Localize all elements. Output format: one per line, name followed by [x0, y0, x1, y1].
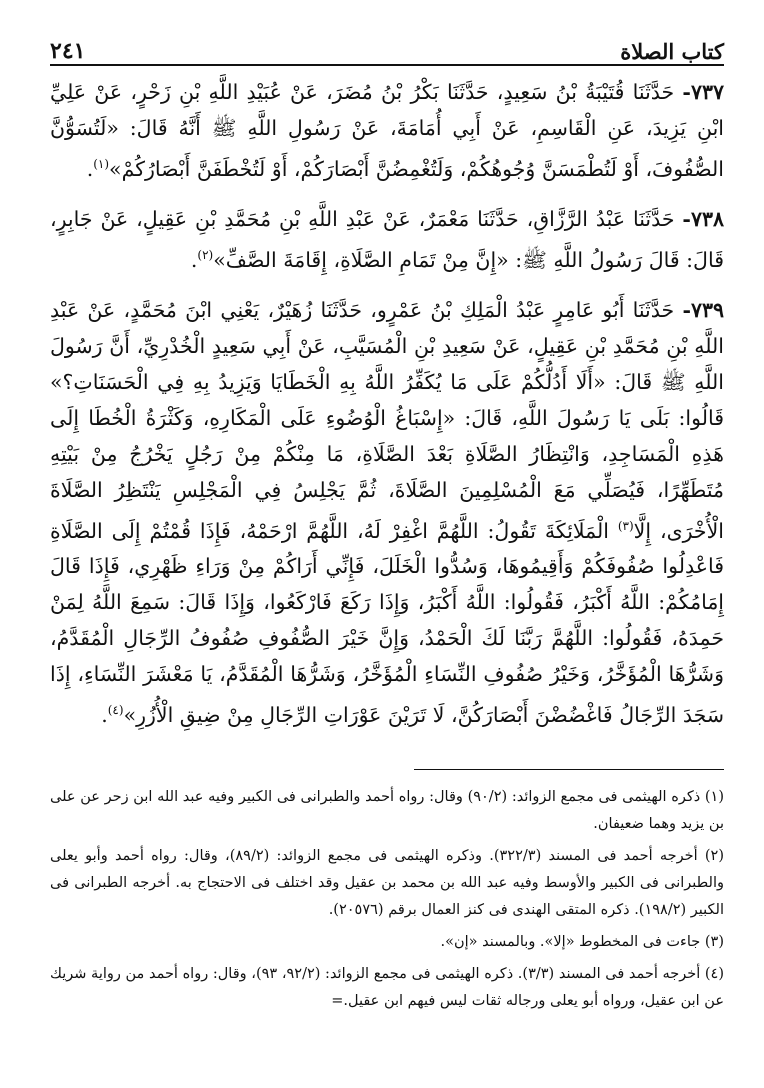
hadith-number: ٧٣٩-	[682, 297, 724, 322]
hadith-number: ٧٣٧-	[682, 80, 724, 104]
page	[50, 24, 724, 1074]
hadith-end: .	[86, 156, 94, 181]
hadith-text: حَدَّثَنَا قُتَيْبَةُ بْنُ سَعِيدٍ، حَدَّثَنَا بَكْرُ بْنُ مُضَرَ، عَنْ عُبَيْدِ اللَّهِ بْنِ زَحْرٍ، عَنْ عَلِيِّ ابْنِ يَزِيدَ، عَنِ الْقَاسِمِ، عَنْ أَبِي أُمَامَةَ، عَنْ رَسُولِ اللَّهِ ﷺ أَنَّهُ قَالَ: «لَتُسَوُّنَّ الصُّفُوفَ، أَوْ لَتُطْمَسَنَّ وُجُوهُكُمْ، وَلَتُغْمِضُنَّ أَبْصَارَكُمْ، أَوْ لَتُخْطَفَنَّ أَبْصَارُكُمْ»	[50, 80, 724, 181]
hadith-738	[50, 201, 724, 278]
hadith-739	[50, 292, 724, 734]
hadith-end: .	[190, 247, 198, 272]
footnote-ref[interactable]: (١)	[93, 157, 110, 171]
hadith-text: حَدَّثَنَا أَبُو عَامِرٍ عَبْدُ الْمَلِكِ بْنُ عَمْرٍو، حَدَّثَنَا زُهَيْرٌ، يَعْنِي ابْنَ مُحَمَّدٍ، عَنْ عَبْدِ اللَّهِ بْنِ مُحَمَّدِ بْنِ عَقِيلٍ، عَنْ سَعِيدِ بْنِ الْمُسَيَّبِ، عَنْ أَبِي سَعِيدٍ الْخُدْرِيِّ، أَنَّ رَسُولَ اللَّهِ ﷺ قَالَ: «أَلَا أَدُلُّكُمْ عَلَى مَا يُكَفِّرُ اللَّهُ بِهِ الْخَطَايَا وَيَزِيدُ بِهِ فِي الْحَسَنَاتِ؟» قَالُوا: بَلَى يَا رَسُولَ اللَّهِ، قَالَ: «إِسْبَاغُ الْوُضُوءِ عَلَى الْمَكَارِهِ، وَكَثْرَةُ الْخُطَا إِلَى هَذِهِ الْمَسَاجِدِ، وَانْتِظَارُ الصَّلَاةِ بَعْدَ الصَّلَاةِ، مَا مِنْكُمْ مِنْ رَجُلٍ يَخْرُجُ مِنْ بَيْتِهِ مُتَطَهِّرًا، فَيُصَلِّي مَعَ الْمُسْلِمِينَ الصَّلَاةَ، ثُمَّ يَجْلِسُ فِي الْمَجْلِسِ يَنْتَظِرُ الصَّلَاةَ الْأُخْرَى، إِلَّا	[50, 297, 724, 543]
hadith-text: حَدَّثَنَا عَبْدُ الرَّزَّاقِ، حَدَّثَنَا مَعْمَرٌ، عَنْ عَبْدِ اللَّهِ بْنِ مُحَمَّدِ بْنِ عَقِيلٍ، عَنْ جَابِرٍ، قَالَ: قَالَ رَسُولُ اللَّهِ ﷺ: «إِنَّ مِنْ تَمَامِ الصَّلَاةِ، إِقَامَةَ الصَّفِّ»	[50, 206, 724, 272]
page-number: ٢٤١	[50, 38, 86, 64]
hadith-737	[50, 74, 724, 187]
footnote-divider	[414, 769, 724, 770]
page-header	[50, 24, 724, 66]
main-text	[50, 74, 724, 733]
book-title: كتاب الصلاة	[620, 39, 724, 64]
hadith-number: ٧٣٨-	[682, 206, 724, 231]
footnote-1: (١) ذكره الهيثمى فى مجمع الزوائد: (٩٠/٢) وقال: رواه أحمد والطبرانى فى الكبير وفيه عبد الله ابن زحر عن على بن يزيد وهما ضعيفان.	[50, 789, 725, 833]
footnote-4: (٤) أخرجه أحمد فى المسند (٣/٣). ذكره الهيثمى فى مجمع الزوائد: (٩٢/٢، ٩٣)، وقال: رواه أحمد من رواية شريك عن ابن عقيل، ورواه أبو يعلى ورجاله ثقات ليس فيهم ابن عقيل.=	[50, 966, 725, 1010]
hadith-end: .	[101, 703, 108, 728]
hadith-text-continued: الْمَلَائِكَةَ تَقُولُ: اللَّهُمَّ اغْفِرْ لَهُ، اللَّهُمَّ ارْحَمْهُ، فَإِذَا قُمْتُمْ إِلَى الصَّلَاةِ فَاعْدِلُوا صُفُوفَكُمْ وَأَقِيمُوهَا، وَسُدُّوا الْخَلَلَ، فَإِنِّي أَرَاكُمْ مِنْ وَرَاءِ ظَهْرِي، فَإِذَا قَالَ إِمَامُكُمْ: اللَّهُ أَكْبَرُ، فَقُولُوا: اللَّهُ أَكْبَرُ، وَإِذَا رَكَعَ فَارْكَعُوا، وَإِذَا قَالَ: سَمِعَ اللَّهُ لِمَنْ حَمِدَهُ، فَقُولُوا: اللَّهُمَّ رَبَّنَا لَكَ الْحَمْدُ، وَإِنَّ خَيْرَ الصُّفُوفِ صُفُوفُ الرِّجَالِ الْمُقَدَّمُ، وَشَرُّهَا الْمُؤَخَّرُ، وَخَيْرُ صُفُوفِ النِّسَاءِ الْمُؤَخَّرُ، وَشَرُّهَا الْمُقَدَّمُ، يَا مَعْشَرَ النِّسَاءِ، إِذَا سَجَدَ الرِّجَالُ فَاغْضُضْنَ أَبْصَارَكُنَّ، لَا تَرَيْنَ عَوْرَاتِ الرِّجَالِ مِنْ ضِيقِ الْأُزُرِ»	[50, 518, 724, 728]
footnote-ref[interactable]: (٢)	[197, 247, 214, 262]
footnotes	[50, 784, 724, 1015]
footnote-2: (٢) أخرجه أحمد فى المسند (٣٢٢/٣). وذكره الهيثمى فى مجمع الزوائد: (٨٩/٢)، وقال: رواه أحمد وأبو يعلى والطبرانى فى الكبير والأوسط وفيه عبد الله بن محمد بن عقيل وقد اختلف فى الاحتجاج به. أخرجه الطبرانى فى الكبير (١٩٨/٢). ذكره المتقى الهندى فى كنز العمال برقم (٢٠٥٧٦).	[50, 848, 724, 919]
footnote-ref[interactable]: (٣)	[617, 518, 634, 533]
footnote-3: (٣) جاءت فى المخطوط «إلا». وبالمسند «إن».	[440, 934, 724, 951]
footnote-ref[interactable]: (٤)	[107, 703, 124, 718]
